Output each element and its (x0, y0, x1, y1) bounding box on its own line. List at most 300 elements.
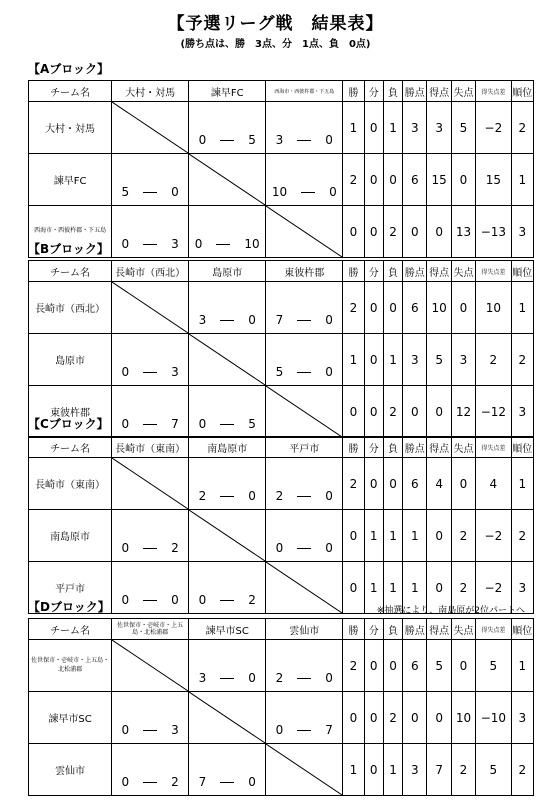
stat-header: 負 (383, 437, 402, 458)
stat-value: 1 (364, 510, 383, 562)
goals-for: 10 (271, 185, 288, 199)
stat-value: 1 (383, 510, 402, 562)
stat-value: 3 (403, 102, 427, 154)
page-title: 【予選リーグ戦 結果表】 (167, 14, 384, 34)
stat-header: 負 (383, 619, 402, 640)
self-match-diagonal (266, 386, 343, 438)
stat-value: 1 (343, 102, 364, 154)
goals-against: 5 (248, 133, 256, 147)
stat-value: 1 (383, 102, 402, 154)
goals-for: 0 (275, 541, 284, 555)
stat-value: 1 (383, 562, 402, 614)
block-table (28, 80, 534, 258)
score-dash (297, 678, 311, 679)
stat-value: 4 (476, 458, 511, 510)
goals-for: 0 (121, 237, 130, 251)
goals-against: 7 (171, 417, 179, 431)
stat-value: 4 (427, 458, 451, 510)
goals-against: 0 (325, 365, 333, 379)
score-text (189, 133, 265, 147)
stat-value: 10 (427, 282, 451, 334)
stat-value: 1 (383, 334, 402, 386)
stat-value: 2 (451, 744, 475, 796)
stat-value: 2 (343, 154, 364, 206)
goals-against: 0 (248, 489, 256, 503)
self-match-diagonal (189, 692, 266, 744)
goals-for: 7 (275, 313, 284, 327)
goals-against: 2 (171, 541, 179, 555)
score-text (266, 541, 342, 555)
stat-value: 0 (343, 692, 364, 744)
stat-header: 順位 (511, 437, 533, 458)
score-dash (220, 496, 234, 497)
score-text (266, 133, 342, 147)
stat-header: 得点 (427, 261, 451, 282)
stat-value: 0 (383, 154, 402, 206)
match-score (112, 562, 189, 614)
match-score (189, 386, 266, 438)
score-text (189, 593, 265, 607)
stat-value: 2 (383, 206, 402, 258)
stat-value: 3 (403, 744, 427, 796)
score-dash (220, 140, 234, 141)
block-table (28, 436, 534, 614)
goals-for: 0 (198, 593, 207, 607)
stat-value: 3 (511, 386, 533, 438)
stat-value: 1 (511, 458, 533, 510)
stat-value: 3 (403, 334, 427, 386)
stat-value: −10 (476, 692, 511, 744)
score-text (189, 417, 265, 431)
stat-value: 0 (451, 154, 475, 206)
stat-value: 0 (343, 206, 364, 258)
goals-for: 0 (121, 417, 130, 431)
score-text (112, 593, 188, 607)
goals-for: 0 (121, 723, 130, 737)
stat-value: 2 (383, 386, 402, 438)
stat-value: 1 (511, 154, 533, 206)
goals-against: 0 (171, 185, 179, 199)
self-match-diagonal (266, 206, 343, 258)
score-text (112, 723, 188, 737)
score-dash (297, 140, 311, 141)
team-name: 東彼杵郡 (29, 386, 112, 438)
match-score (112, 386, 189, 438)
stat-value: 0 (364, 154, 383, 206)
stat-header: 順位 (511, 261, 533, 282)
score-text (189, 313, 265, 327)
stat-value: 1 (383, 744, 402, 796)
score-text (266, 365, 342, 379)
team-name: 長崎市（東南） (29, 458, 112, 510)
team-name: 諫早FC (29, 154, 112, 206)
goals-against: 0 (329, 185, 337, 199)
stat-value: 6 (403, 154, 427, 206)
score-dash (297, 320, 311, 321)
team-row (29, 692, 534, 744)
stat-value: 0 (403, 386, 427, 438)
stat-value: 5 (451, 102, 475, 154)
stat-header: 勝点 (403, 437, 427, 458)
team-row (29, 510, 534, 562)
stat-header: 勝点 (403, 81, 427, 102)
diagonal-line (266, 386, 342, 437)
goals-against: 0 (248, 313, 256, 327)
diagonal-line (189, 154, 265, 205)
stat-value: 5 (476, 640, 511, 692)
team-name: 佐世保市・壱岐市・上五島・北松浦郡 (29, 640, 112, 692)
score-dash (220, 424, 234, 425)
team-name: 西海市・西彼杵郡・下五島 (29, 206, 112, 258)
stat-value: 0 (451, 640, 475, 692)
self-match-diagonal (112, 282, 189, 334)
stat-header: 得失点差 (476, 619, 511, 640)
score-dash (143, 372, 157, 373)
stat-header: 得点 (427, 81, 451, 102)
stat-value: 0 (364, 692, 383, 744)
stat-value: 6 (403, 282, 427, 334)
goals-against: 0 (248, 671, 256, 685)
self-match-diagonal (189, 510, 266, 562)
stat-header: 勝 (343, 81, 364, 102)
score-text (189, 489, 265, 503)
goals-for: 0 (198, 133, 207, 147)
score-text (112, 775, 188, 789)
score-text (189, 775, 265, 789)
stat-value: 2 (343, 458, 364, 510)
team-row (29, 458, 534, 510)
match-score (266, 458, 343, 510)
lottery-note: ※抽選により、南島原が2位パートへ (376, 606, 525, 616)
diagonal-line (266, 744, 342, 795)
self-match-diagonal (112, 640, 189, 692)
stat-header: 得失点差 (476, 437, 511, 458)
score-text (266, 313, 342, 327)
diagonal-line (112, 640, 188, 691)
stat-header: 勝 (343, 261, 364, 282)
opponent-header: 諫早市SC (189, 619, 266, 640)
stat-value: 0 (364, 334, 383, 386)
diagonal-line (112, 102, 188, 153)
goals-for: 0 (198, 417, 207, 431)
stat-value: 6 (403, 640, 427, 692)
diagonal-line (112, 458, 188, 509)
stat-value: 0 (451, 458, 475, 510)
team-name: 島原市 (29, 334, 112, 386)
self-match-diagonal (112, 102, 189, 154)
header-row (29, 261, 534, 282)
team-row (29, 744, 534, 796)
goals-against: 0 (248, 775, 256, 789)
stat-header: 失点 (451, 437, 475, 458)
stat-value: 0 (451, 282, 475, 334)
stat-value: 0 (427, 206, 451, 258)
goals-for: 0 (121, 593, 130, 607)
match-score (266, 510, 343, 562)
stat-value: 13 (451, 206, 475, 258)
stat-value: 5 (427, 640, 451, 692)
stat-value: 5 (427, 334, 451, 386)
goals-against: 2 (171, 775, 179, 789)
match-score (112, 510, 189, 562)
stat-header: 勝 (343, 437, 364, 458)
header-row (29, 619, 534, 640)
goals-for: 3 (275, 133, 284, 147)
opponent-header: 大村・対馬 (112, 81, 189, 102)
stat-value: 1 (343, 744, 364, 796)
score-dash (220, 782, 234, 783)
team-row (29, 640, 534, 692)
opponent-header: 南島原市 (189, 437, 266, 458)
header-row (29, 81, 534, 102)
self-match-diagonal (189, 154, 266, 206)
score-text (112, 365, 188, 379)
score-text (266, 723, 342, 737)
block-label: 【Aブロック】 (28, 62, 110, 76)
match-score (189, 562, 266, 614)
stat-value: 0 (343, 386, 364, 438)
stat-value: 2 (451, 510, 475, 562)
stat-value: 0 (364, 386, 383, 438)
goals-for: 2 (275, 671, 284, 685)
score-dash (143, 192, 157, 193)
points-rule: (勝ち点は、勝 3点、分 1点、負 0点) (180, 39, 371, 50)
score-text (189, 671, 265, 685)
match-score (112, 334, 189, 386)
block-label: 【Cブロック】 (28, 417, 109, 431)
stat-value: 2 (343, 282, 364, 334)
goals-for: 5 (121, 185, 130, 199)
block-table (28, 260, 534, 438)
block-label: 【Bブロック】 (28, 242, 109, 256)
stat-header: 失点 (451, 81, 475, 102)
opponent-header: 雲仙市 (266, 619, 343, 640)
stat-value: 2 (511, 102, 533, 154)
team-name: 平戸市 (29, 562, 112, 614)
match-score (266, 692, 343, 744)
stat-header: 失点 (451, 619, 475, 640)
team-row (29, 154, 534, 206)
match-score (266, 154, 343, 206)
stat-value: 2 (511, 510, 533, 562)
stat-value: 7 (427, 744, 451, 796)
goals-for: 7 (198, 775, 207, 789)
self-match-diagonal (266, 744, 343, 796)
stat-header: 得点 (427, 437, 451, 458)
score-dash (297, 496, 311, 497)
stat-value: 1 (403, 562, 427, 614)
stat-header: 分 (364, 437, 383, 458)
self-match-diagonal (189, 334, 266, 386)
goals-against: 2 (248, 593, 256, 607)
match-score (189, 282, 266, 334)
stat-header: 分 (364, 261, 383, 282)
stat-value: 0 (383, 458, 402, 510)
score-dash (220, 678, 234, 679)
goals-for: 3 (198, 671, 207, 685)
match-score (189, 744, 266, 796)
diagonal-line (112, 282, 188, 333)
self-match-diagonal (266, 562, 343, 614)
stat-value: 5 (476, 744, 511, 796)
goals-against: 3 (171, 237, 179, 251)
score-dash (216, 244, 230, 245)
opponent-header: 佐世保市・壱岐市・上五島・北松浦郡 (112, 619, 189, 640)
score-dash (143, 730, 157, 731)
stat-value: 0 (427, 386, 451, 438)
stat-header: 負 (383, 261, 402, 282)
stat-value: 3 (511, 206, 533, 258)
stat-value: 2 (343, 640, 364, 692)
stat-value: 1 (343, 334, 364, 386)
score-dash (220, 600, 234, 601)
stat-value: 0 (383, 282, 402, 334)
goals-for: 2 (275, 489, 284, 503)
team-row (29, 334, 534, 386)
stat-value: 0 (364, 282, 383, 334)
goals-for: 5 (275, 365, 284, 379)
stat-header: 勝 (343, 619, 364, 640)
match-score (266, 334, 343, 386)
stat-value: 2 (476, 334, 511, 386)
team-row (29, 102, 534, 154)
team-column-header: チーム名 (29, 81, 112, 102)
stat-header: 勝点 (403, 261, 427, 282)
stat-value: 0 (427, 692, 451, 744)
team-name: 南島原市 (29, 510, 112, 562)
team-name: 諫早市SC (29, 692, 112, 744)
opponent-header: 長崎市（西北） (112, 261, 189, 282)
goals-against: 0 (325, 133, 333, 147)
stat-value: 0 (364, 744, 383, 796)
match-score (112, 692, 189, 744)
stat-value: −2 (476, 562, 511, 614)
goals-against: 0 (325, 313, 333, 327)
stat-value: 1 (364, 562, 383, 614)
stat-value: 0 (383, 640, 402, 692)
block-table (28, 618, 534, 796)
score-dash (143, 600, 157, 601)
stat-value: 2 (383, 692, 402, 744)
diagonal-line (189, 692, 265, 743)
score-text (189, 237, 265, 251)
match-score (266, 102, 343, 154)
stat-header: 得失点差 (476, 81, 511, 102)
score-dash (143, 782, 157, 783)
score-dash (301, 192, 315, 193)
score-text (266, 185, 342, 199)
stat-value: 0 (364, 206, 383, 258)
goals-for: 0 (121, 541, 130, 555)
match-score (189, 102, 266, 154)
team-column-header: チーム名 (29, 437, 112, 458)
stat-header: 順位 (511, 619, 533, 640)
stat-value: −2 (476, 510, 511, 562)
goals-against: 0 (171, 593, 179, 607)
diagonal-line (266, 562, 342, 613)
stat-value: 10 (476, 282, 511, 334)
match-score (266, 640, 343, 692)
stat-header: 失点 (451, 261, 475, 282)
match-score (189, 458, 266, 510)
stat-value: 0 (343, 562, 364, 614)
diagonal-line (189, 334, 265, 385)
goals-against: 0 (325, 541, 333, 555)
self-match-diagonal (112, 458, 189, 510)
goals-for: 3 (198, 313, 207, 327)
stat-value: 15 (427, 154, 451, 206)
stat-value: 2 (511, 334, 533, 386)
match-score (112, 744, 189, 796)
stat-value: −12 (476, 386, 511, 438)
stat-value: 0 (403, 206, 427, 258)
goals-against: 3 (171, 723, 179, 737)
score-dash (220, 320, 234, 321)
stat-value: 3 (451, 334, 475, 386)
diagonal-line (189, 510, 265, 561)
stat-value: 12 (451, 386, 475, 438)
team-name: 長崎市（西北） (29, 282, 112, 334)
score-text (266, 489, 342, 503)
diagonal-line (266, 206, 342, 257)
stat-value: 0 (364, 458, 383, 510)
score-dash (297, 372, 311, 373)
header-row (29, 437, 534, 458)
match-score (189, 206, 266, 258)
stat-value: 1 (403, 510, 427, 562)
stat-value: 0 (427, 510, 451, 562)
goals-against: 0 (325, 671, 333, 685)
opponent-header: 東彼杵郡 (266, 261, 343, 282)
opponent-header: 西海市・西彼杵郡・下五島 (266, 81, 343, 102)
stat-value: 0 (364, 102, 383, 154)
score-text (112, 417, 188, 431)
team-column-header: チーム名 (29, 261, 112, 282)
stat-header: 勝点 (403, 619, 427, 640)
stat-value: 0 (343, 510, 364, 562)
stat-value: 15 (476, 154, 511, 206)
team-name: 大村・対馬 (29, 102, 112, 154)
stat-header: 分 (364, 619, 383, 640)
stat-value: 0 (427, 562, 451, 614)
stat-header: 得失点差 (476, 261, 511, 282)
score-dash (143, 548, 157, 549)
stat-value: 2 (511, 744, 533, 796)
match-score (189, 640, 266, 692)
stat-value: 3 (511, 692, 533, 744)
stat-value: 10 (451, 692, 475, 744)
goals-for: 0 (121, 365, 130, 379)
stat-value: 0 (403, 692, 427, 744)
stat-value: 2 (451, 562, 475, 614)
block-label: 【Dブロック】 (28, 600, 110, 614)
stat-value: 0 (364, 640, 383, 692)
score-text (112, 185, 188, 199)
goals-against: 3 (171, 365, 179, 379)
match-score (112, 154, 189, 206)
opponent-header: 平戸市 (266, 437, 343, 458)
score-text (112, 541, 188, 555)
stat-value: 3 (427, 102, 451, 154)
stat-value: 3 (511, 562, 533, 614)
match-score (266, 282, 343, 334)
stat-header: 負 (383, 81, 402, 102)
team-row (29, 282, 534, 334)
stat-value: −2 (476, 102, 511, 154)
goals-against: 0 (325, 489, 333, 503)
goals-against: 5 (248, 417, 256, 431)
goals-against: 7 (325, 723, 333, 737)
